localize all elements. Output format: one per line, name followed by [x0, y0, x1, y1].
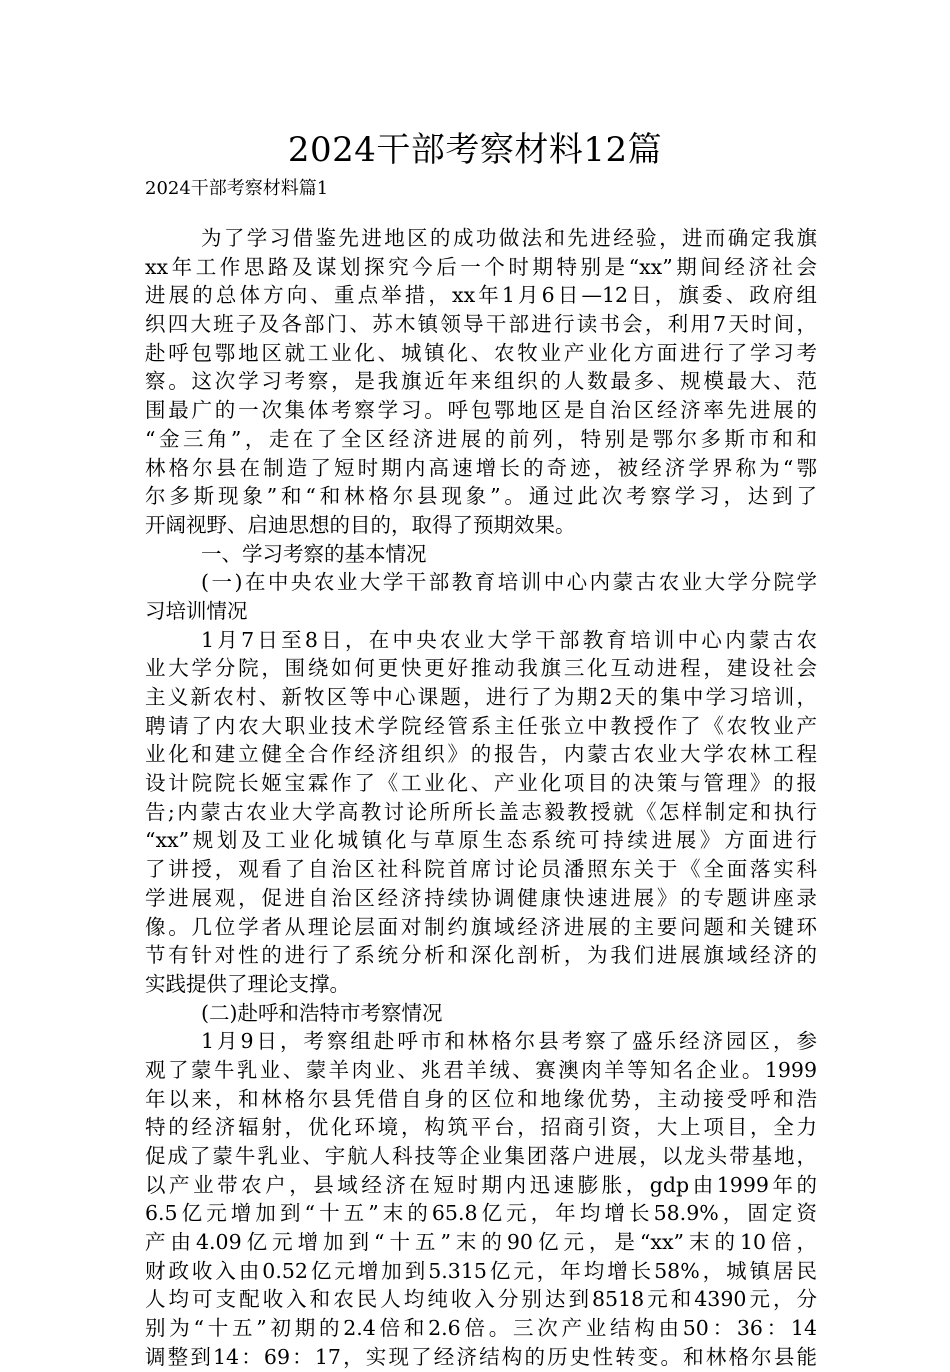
text-line: 林格尔县在制造了短时期内高速增长的奇迹，被经济学界称为“鄂 — [145, 455, 817, 480]
text-line: 习培训情况 — [145, 598, 248, 623]
text-line: 开阔视野、启迪思想的目的，取得了预期效果。 — [145, 512, 576, 537]
text-line: xx年工作思路及谋划探究今后一个时期特别是“xx”期间经济社会 — [145, 254, 817, 279]
text-line: 节有针对性的进行了系统分析和深化剖析，为我们进展旗域经济的 — [145, 943, 817, 968]
text-line: 以产业带农户，县域经济在短时期内迅速膨胀，gdp由1999年的 — [145, 1172, 817, 1197]
text-line: 围最广的一次集体考察学习。呼包鄂地区是自治区经济率先进展的 — [145, 398, 817, 423]
text-line: 1月7日至8日，在中央农业大学干部教育培训中心内蒙古农 — [201, 627, 817, 652]
text-line: 1月9日，考察组赴呼市和林格尔县考察了盛乐经济园区，参 — [201, 1029, 817, 1054]
text-line: 产由4.09亿元增加到“十五”末的90亿元，是“xx”末的10倍， — [145, 1230, 817, 1255]
text-line: 了讲授，观看了自治区社科院首席讨论员潘照东关于《全面落实科 — [145, 857, 817, 882]
text-line: 特的经济辐射，优化环境，构筑平台，招商引资，大上项目，全力 — [145, 1115, 817, 1140]
document-body — [145, 224, 817, 1372]
text-line: 尔多斯现象”和“和林格尔县现象”。通过此次考察学习，达到了 — [145, 484, 817, 509]
text-line: 观了蒙牛乳业、蒙羊肉业、兆君羊绒、赛澳肉羊等知名企业。1999 — [145, 1057, 817, 1082]
text-line: 业化和建立健全合作经济组织》的报告，内蒙古农业大学农林工程 — [145, 742, 817, 767]
document-title: 2024干部考察材料12篇 — [287, 130, 663, 170]
text-line: 进展的总体方向、重点举措，xx年1月6日—12日，旗委、政府组 — [145, 283, 817, 308]
text-line: “xx”规划及工业化城镇化与草原生态系统可持续进展》方面进行 — [145, 828, 817, 853]
text-line: 年以来，和林格尔县凭借自身的区位和地缘优势，主动接受呼和浩 — [145, 1086, 817, 1111]
text-line: “金三角”，走在了全区经济进展的前列，特别是鄂尔多斯市和和 — [145, 426, 817, 451]
text-line: (二)赴呼和浩特市考察情况 — [201, 1000, 443, 1025]
text-line: 别为“十五”初期的2.4倍和2.6倍。三次产业结构由50：36：14 — [145, 1316, 817, 1341]
document-subtitle: 2024干部考察材料篇1 — [145, 178, 329, 199]
text-line: 财政收入由0.52亿元增加到5.315亿元，年均增长58%，城镇居民 — [145, 1258, 817, 1283]
text-line: 像。几位学者从理论层面对制约旗域经济进展的主要问题和关键环 — [145, 914, 817, 939]
text-line: 织四大班子及各部门、苏木镇领导干部进行读书会，利用7天时间， — [145, 312, 817, 337]
text-line: 为了学习借鉴先进地区的成功做法和先进经验，进而确定我旗 — [201, 226, 817, 250]
text-line: 主义新农村、新牧区等中心课题，进行了为期2天的集中学习培训， — [145, 685, 817, 709]
text-line: 调整到14：69：17，实现了经济结构的历史性转变。和林格尔县能 — [145, 1344, 817, 1369]
text-line: 一、学习考察的基本情况 — [201, 541, 427, 566]
text-line: 实践提供了理论支撑。 — [145, 971, 350, 996]
text-line: (一)在中央农业大学干部教育培训中心内蒙古农业大学分院学 — [201, 570, 817, 595]
text-line: 6.5亿元增加到“十五”末的65.8亿元，年均增长58.9%，固定资 — [145, 1201, 817, 1226]
text-line: 设计院院长姬宝霖作了《工业化、产业化项目的决策与管理》的报 — [145, 771, 817, 796]
text-line: 业大学分院，围绕如何更快更好推动我旗三化互动进程，建设社会 — [145, 656, 817, 681]
text-line: 人均可支配收入和农民人均纯收入分别达到8518元和4390元，分 — [145, 1287, 817, 1312]
text-line: 察。这次学习考察，是我旗近年来组织的人数最多、规模最大、范 — [145, 369, 817, 394]
text-line: 告;内蒙古农业大学高教讨论所所长盖志毅教授就《怎样制定和执行 — [145, 799, 817, 824]
text-line: 赴呼包鄂地区就工业化、城镇化、农牧业产业化方面进行了学习考 — [145, 340, 817, 365]
text-line: 学进展观，促进自治区经济持续协调健康快速进展》的专题讲座录 — [145, 885, 817, 910]
text-line: 促成了蒙牛乳业、宇航人科技等企业集团落户进展，以龙头带基地， — [145, 1144, 817, 1168]
text-line: 聘请了内农大职业技术学院经管系主任张立中教授作了《农牧业产 — [145, 713, 817, 738]
